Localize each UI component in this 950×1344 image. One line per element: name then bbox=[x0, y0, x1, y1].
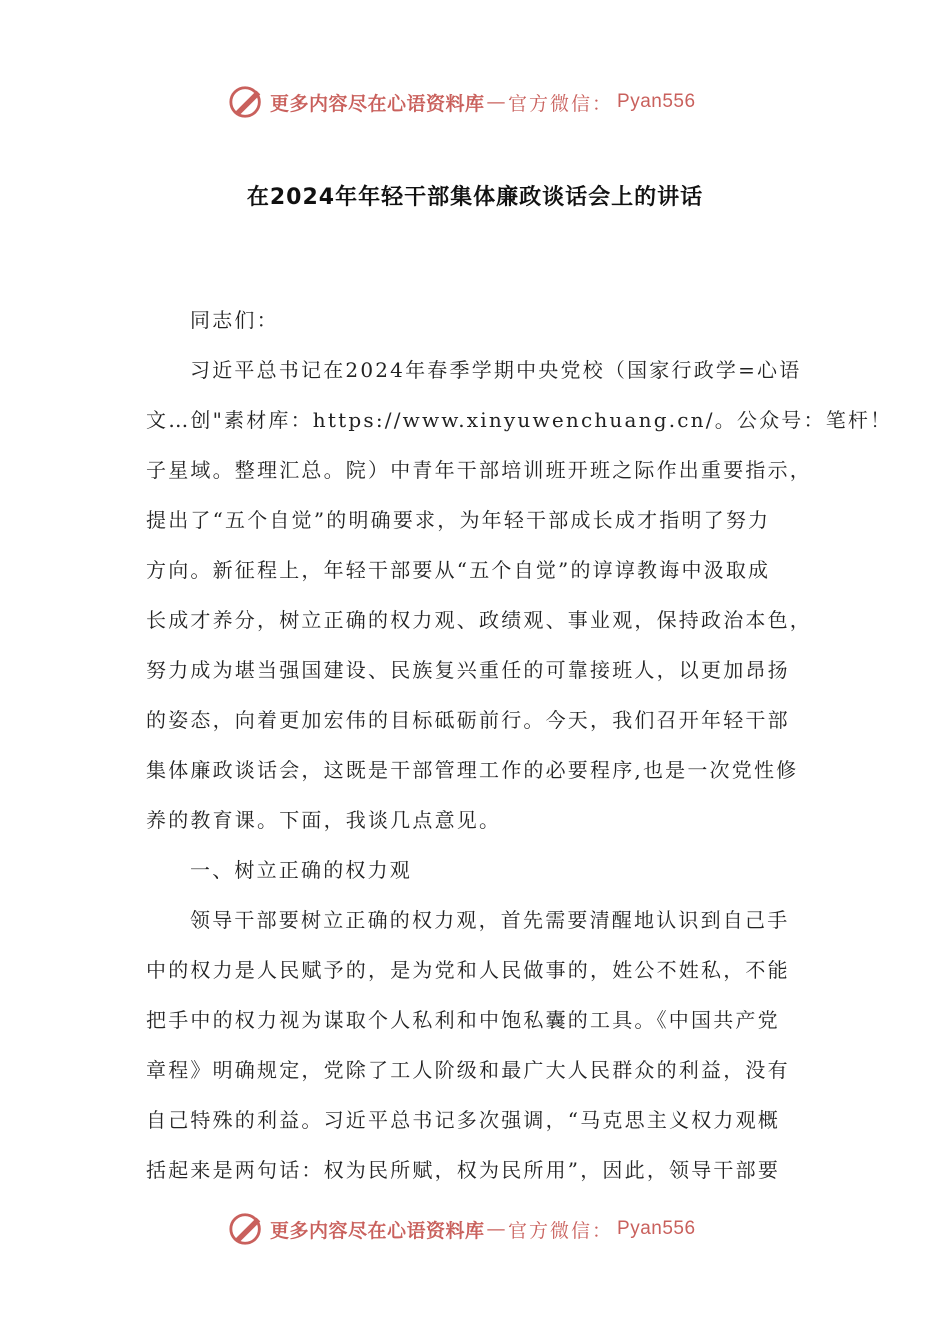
paragraph-line: 领导干部要树立正确的权力观，首先需要清醒地认识到自己手 bbox=[190, 908, 790, 932]
banner-wechat-label: 官方微信： bbox=[508, 92, 614, 115]
banner-main-text: 更多内容尽在心语资料库 bbox=[270, 1219, 485, 1242]
banner-main-text: 更多内容尽在心语资料库 bbox=[270, 92, 485, 115]
paragraph-line: 提出了“五个自觉”的明确要求，为年轻干部成长成才指明了努力 bbox=[146, 508, 771, 532]
paragraph-line: 自己特殊的利益。习近平总书记多次强调，“马克思主义权力观概 bbox=[146, 1108, 781, 1132]
banner-wechat-label: 官方微信： bbox=[508, 1219, 614, 1242]
paragraph-line: 养的教育课。下面，我谈几点意见。 bbox=[146, 808, 502, 832]
paragraph-line: 长成才养分，树立正确的权力观、政绩观、事业观，保持政治本色， bbox=[146, 608, 812, 632]
pen-logo-icon bbox=[228, 83, 266, 121]
paragraph-line: 括起来是两句话：权为民所赋，权为民所用”，因此，领导干部要 bbox=[146, 1158, 781, 1182]
paragraph-line: 子星域。整理汇总。院）中青年干部培训班开班之际作出重要指示， bbox=[146, 458, 812, 482]
paragraph-line: 把手中的权力视为谋取个人私利和中饱私囊的工具。《中国共产党 bbox=[146, 1008, 780, 1032]
document-title: 在2024年年轻干部集体廉政谈话会上的讲话 bbox=[246, 185, 704, 210]
section-heading: 一、树立正确的权力观 bbox=[190, 858, 412, 882]
paragraph-line: 努力成为堪当强国建设、民族复兴重任的可靠接班人，以更加昂扬 bbox=[146, 658, 790, 682]
footer-watermark-banner bbox=[228, 1209, 748, 1249]
paragraph-line: 文…创"素材库：https://www.xinyuwenchuang.cn/。公众号：笔杆！ bbox=[146, 408, 893, 432]
paragraph-line: 习近平总书记在2024年春季学期中央党校（国家行政学=心语 bbox=[190, 358, 802, 382]
paragraph-line: 集体廉政谈话会，这既是干部管理工作的必要程序,也是一次党性修 bbox=[146, 758, 799, 782]
document-body bbox=[146, 295, 893, 1195]
paragraph-line: 章程》明确规定，党除了工人阶级和最广大人民群众的利益，没有 bbox=[146, 1058, 790, 1082]
banner-wechat-id: Pyan556 bbox=[617, 91, 696, 112]
salutation: 同志们： bbox=[190, 308, 279, 332]
banner-separator: — bbox=[486, 1218, 507, 1240]
paragraph-line: 中的权力是人民赋予的，是为党和人民做事的，姓公不姓私，不能 bbox=[146, 958, 790, 982]
paragraph-line: 方向。新征程上，年轻干部要从“五个自觉”的谆谆教诲中汲取成 bbox=[146, 558, 771, 582]
banner-wechat-id: Pyan556 bbox=[617, 1218, 696, 1239]
banner-separator: — bbox=[486, 91, 507, 113]
pen-logo-icon bbox=[228, 1210, 266, 1248]
paragraph-line: 的姿态，向着更加宏伟的目标砥砺前行。今天，我们召开年轻干部 bbox=[146, 708, 790, 732]
header-watermark-banner bbox=[228, 82, 748, 122]
